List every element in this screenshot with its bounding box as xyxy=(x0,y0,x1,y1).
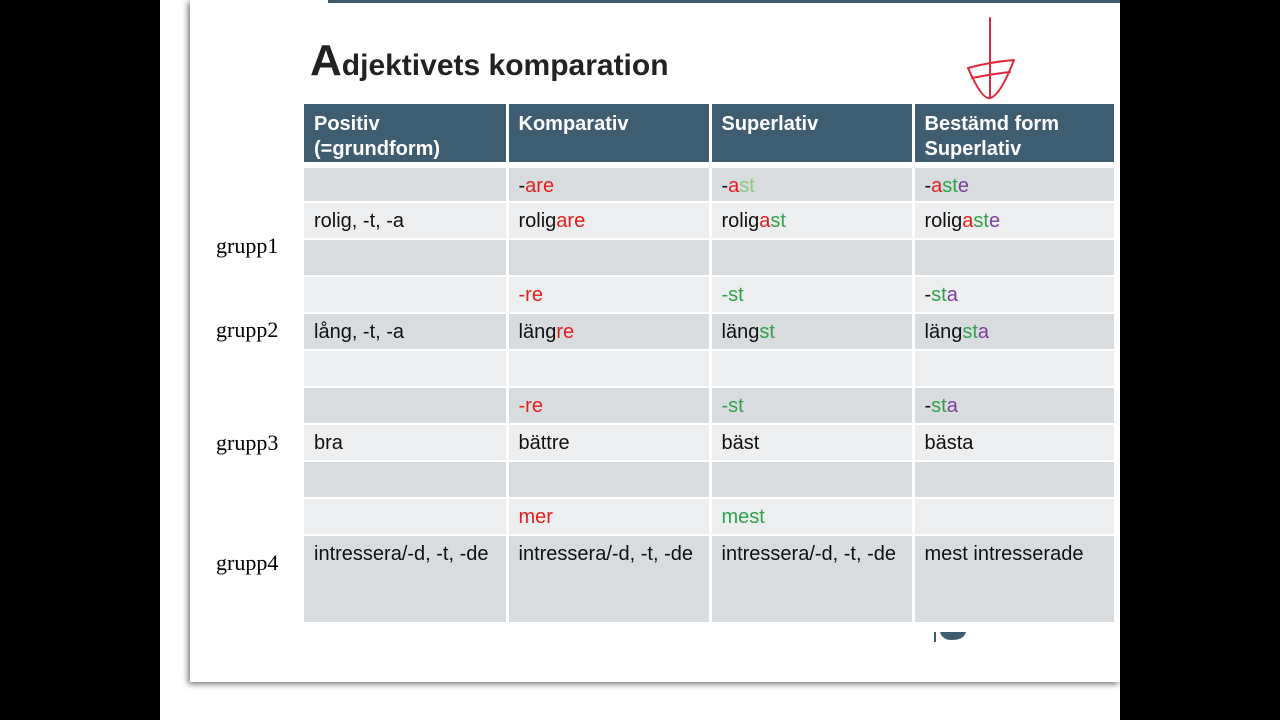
table-cell xyxy=(710,239,913,276)
table-row xyxy=(304,350,1114,387)
table-row xyxy=(304,424,1114,461)
table-row xyxy=(304,202,1114,239)
cell-text: -sta xyxy=(924,284,958,306)
table-cell xyxy=(507,461,710,498)
table-row xyxy=(304,461,1114,498)
table-cell xyxy=(710,313,913,350)
table-cell xyxy=(304,165,507,202)
group-label: grupp2 xyxy=(216,317,279,342)
cell-text: intressera/-d, -t, -de xyxy=(314,543,489,565)
title-rest: djektivets komparation xyxy=(341,49,669,82)
table-cell xyxy=(710,498,913,535)
table-row xyxy=(304,239,1114,276)
table-cell xyxy=(304,461,507,498)
cell-text: mer xyxy=(518,506,553,528)
pen-annotation-icon xyxy=(962,14,1022,104)
table-cell xyxy=(507,535,710,623)
table-cell xyxy=(304,535,507,623)
table-cell xyxy=(913,424,1114,461)
table-cell xyxy=(304,239,507,276)
page-title xyxy=(310,36,669,86)
table-row xyxy=(304,535,1114,623)
table-cell xyxy=(710,276,913,313)
table-cell xyxy=(710,535,913,623)
cell-text: roligast xyxy=(721,210,786,232)
cell-text: roligare xyxy=(518,210,586,232)
table-cell xyxy=(913,461,1114,498)
cell-text: -st xyxy=(721,284,744,306)
table-cell xyxy=(913,165,1114,202)
cell-text: längsta xyxy=(924,321,989,343)
table-cell xyxy=(913,535,1114,623)
cell-text: längre xyxy=(518,321,575,343)
table-cell xyxy=(507,276,710,313)
header-label: Positiv (=grundform) xyxy=(314,113,441,160)
cell-text: -st xyxy=(721,395,744,417)
header-superlativ xyxy=(710,104,913,165)
group-label: grupp3 xyxy=(216,430,279,455)
header-label: Bestämd form Superlativ xyxy=(924,113,1059,160)
header-label: Superlativ xyxy=(721,113,819,135)
group-label: grupp4 xyxy=(216,550,279,575)
table-cell xyxy=(507,424,710,461)
cell-text: roligaste xyxy=(924,210,1001,232)
header-komparativ xyxy=(507,104,710,165)
table-body xyxy=(304,165,1114,623)
table-cell xyxy=(507,165,710,202)
table-cell xyxy=(913,313,1114,350)
header-positiv xyxy=(304,104,507,165)
group-label: grupp1 xyxy=(216,233,279,258)
table-cell xyxy=(913,239,1114,276)
table-cell xyxy=(710,350,913,387)
title-initial: A xyxy=(310,36,342,85)
cell-text: mest xyxy=(721,506,765,528)
cell-text: lång, -t, -a xyxy=(314,321,405,343)
table-cell xyxy=(913,202,1114,239)
cell-text: bra xyxy=(314,432,343,454)
table-cell xyxy=(507,239,710,276)
cell-text: bäst xyxy=(721,432,760,454)
table-cell xyxy=(304,498,507,535)
cell-text: -re xyxy=(518,395,543,417)
cell-text: längst xyxy=(721,321,775,343)
table-cell xyxy=(507,313,710,350)
table-cell xyxy=(913,276,1114,313)
cell-text: bättre xyxy=(518,432,570,454)
cell-text: -aste xyxy=(924,175,969,197)
cell-text: bästa xyxy=(924,432,974,454)
table-cell xyxy=(710,387,913,424)
table-cell xyxy=(913,498,1114,535)
table-cell xyxy=(507,202,710,239)
table-cell xyxy=(507,498,710,535)
cell-text: intressera/-d, -t, -de xyxy=(518,543,694,565)
table-cell xyxy=(913,387,1114,424)
cell-text: mest intresserade xyxy=(924,543,1084,565)
table-cell xyxy=(507,350,710,387)
table-header-row xyxy=(304,104,1114,165)
table-cell xyxy=(304,424,507,461)
table-row xyxy=(304,276,1114,313)
table-cell xyxy=(304,313,507,350)
table-cell xyxy=(710,165,913,202)
comparison-table xyxy=(304,104,1114,624)
header-bestamd-superlativ xyxy=(913,104,1114,165)
table-row xyxy=(304,165,1114,202)
table-cell xyxy=(304,202,507,239)
table-row xyxy=(304,313,1114,350)
header-label: Komparativ xyxy=(518,113,629,135)
table-cell xyxy=(304,276,507,313)
cell-text: -re xyxy=(518,284,543,306)
cell-text: -ast xyxy=(721,175,755,197)
table-cell xyxy=(913,350,1114,387)
table-cell xyxy=(507,387,710,424)
table-cell xyxy=(710,202,913,239)
cell-text: -sta xyxy=(924,395,958,417)
cell-text: -are xyxy=(518,175,555,197)
table-row xyxy=(304,387,1114,424)
table-cell xyxy=(304,387,507,424)
cell-text: rolig, -t, -a xyxy=(314,210,405,232)
table-cell xyxy=(304,350,507,387)
top-rule xyxy=(328,0,1120,3)
logo-fragment xyxy=(934,632,968,642)
cell-text: intressera/-d, -t, -de xyxy=(721,543,897,565)
table-row xyxy=(304,498,1114,535)
table-cell xyxy=(710,424,913,461)
table-cell xyxy=(710,461,913,498)
